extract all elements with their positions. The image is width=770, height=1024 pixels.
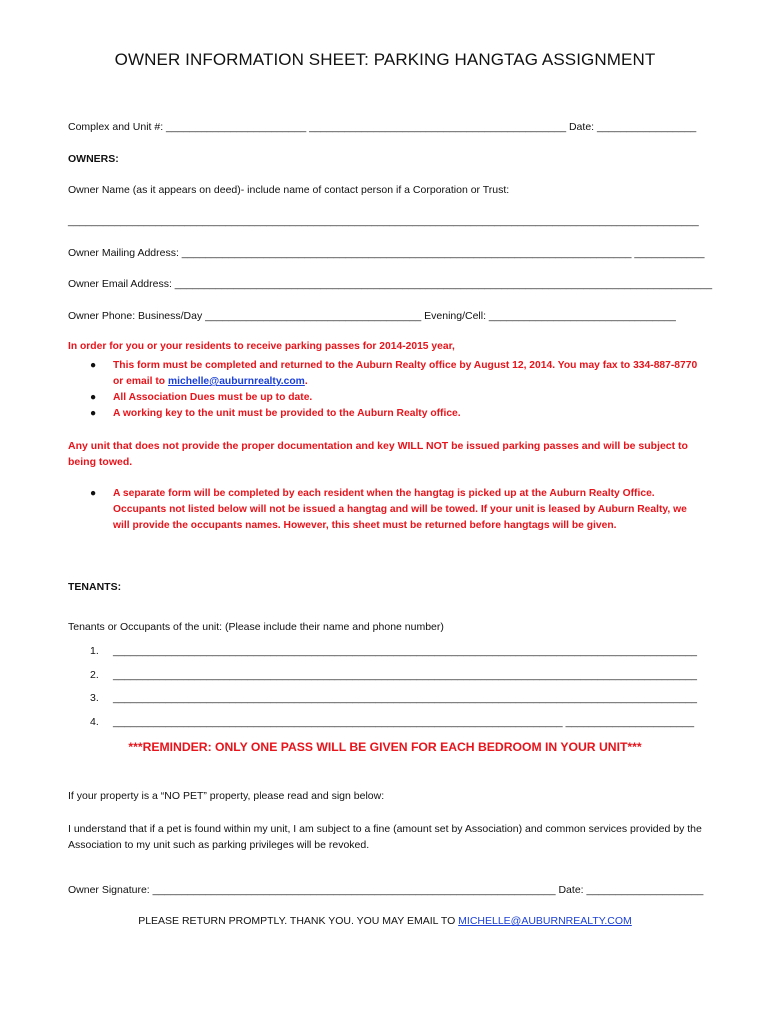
tenant-line-number: 4. [90,715,99,728]
no-pet-statement: I understand that if a pet is found within my unit, I am subject to a fine (amount set by Association) and common services provided by the Association to my unit such as parking privileges will be revoked. [68,823,702,851]
bullet-icon: ● [90,408,97,419]
tenants-heading: TENANTS: [68,581,122,593]
tenants-label: Tenants or Occupants of the unit: (Please include their name and phone number) [68,621,444,633]
email-link[interactable]: michelle@auburnrealty.com [167,376,305,387]
tenant-line [90,716,697,740]
tenant-line-number: 2. [90,668,99,681]
notice-bullet-deadline-text: This form must be completed and returned to the Auburn Realty office by August 12, 2014. You may fax to 334-887-8770 or email to [113,360,698,387]
notice-bullet-deadline-end: . [304,376,308,387]
owner-mailing-address-line: Owner Mailing Address: _____________________________________________________________________________ ____________ [68,247,705,259]
notice-bullet-dues-text: All Association Dues must be up to date. [113,392,313,403]
tenant-line-number: 1. [90,645,99,657]
owner-name-blank: ____________________________________________________________________________________________________________ [68,215,699,227]
tenant-line-number: 3. [90,692,99,704]
no-pet-intro: If your property is a “NO PET” property, please read and sign below: [68,790,385,802]
towing-warning: Any unit that does not provide the proper documentation and key WILL NOT be issued parking passes and will be subject to being towed. [68,440,688,468]
footer-text: PLEASE RETURN PROMPTLY. THANK YOU. YOU MAY EMAIL TO [138,915,459,927]
complex-unit-date-line: Complex and Unit #: ________________________ ____________________________________________ Date: _________________ [68,121,697,133]
tenant-lines [90,645,697,739]
notice-bullet-key [90,406,700,422]
page-title: OWNER INFORMATION SHEET: PARKING HANGTAG ASSIGNMENT [114,50,656,69]
owner-email-line: Owner Email Address: ____________________________________________________________________________________________ [68,278,713,290]
notice-bullet-resident-form-text: A separate form will be completed by each resident when the hangtag is picked up at the Auburn Realty Office. Occupants not listed below will not be issued a hangtag and will be towed. If your unit is leased by Auburn Realty, we will provide the occupants names. However, this sheet must be returned before hangtags will be given. [113,488,687,531]
bedroom-pass-reminder: ***REMINDER: ONLY ONE PASS WILL BE GIVEN FOR EACH BEDROOM IN YOUR UNIT*** [128,740,642,754]
owner-name-label: Owner Name (as it appears on deed)- include name of contact person if a Corporation or Trust: [68,184,510,196]
notice-bullet-key-text: A working key to the unit must be provided to the Auburn Realty office. [113,408,461,419]
bullet-icon: ● [90,360,97,371]
footer-email-link[interactable]: MICHELLE@AUBURNREALTY.COM [458,915,632,927]
bullet-icon: ● [90,392,97,403]
return-footer [0,915,770,927]
notice-bullet-dues [90,390,700,406]
notice-bullet-list [90,358,700,422]
tenant-line-blank: _____________________________________________________________________________ ______________________ [113,715,695,728]
tenant-line-blank: ____________________________________________________________________________________________________ [113,645,697,657]
notice-bullet-deadline [90,358,700,390]
tenant-line-blank: ____________________________________________________________________________________________________ [113,692,697,704]
owners-heading: OWNERS: [68,153,119,165]
tenant-line-blank: ____________________________________________________________________________________________________ [113,668,697,681]
tenant-line [90,645,697,669]
bullet-icon: ● [90,488,97,499]
owner-phone-line: Owner Phone: Business/Day _____________________________________ Evening/Cell: ________________________________ [68,310,676,322]
notice-intro: In order for you or your residents to receive parking passes for 2014-2015 year, [68,341,455,352]
tenant-line [90,669,697,693]
notice-bullet-resident-form [90,486,700,534]
tenant-line [90,692,697,716]
owner-signature-line: Owner Signature: _____________________________________________________________________ Date: ____________________ [68,884,704,896]
resident-bullet-list [90,486,700,534]
